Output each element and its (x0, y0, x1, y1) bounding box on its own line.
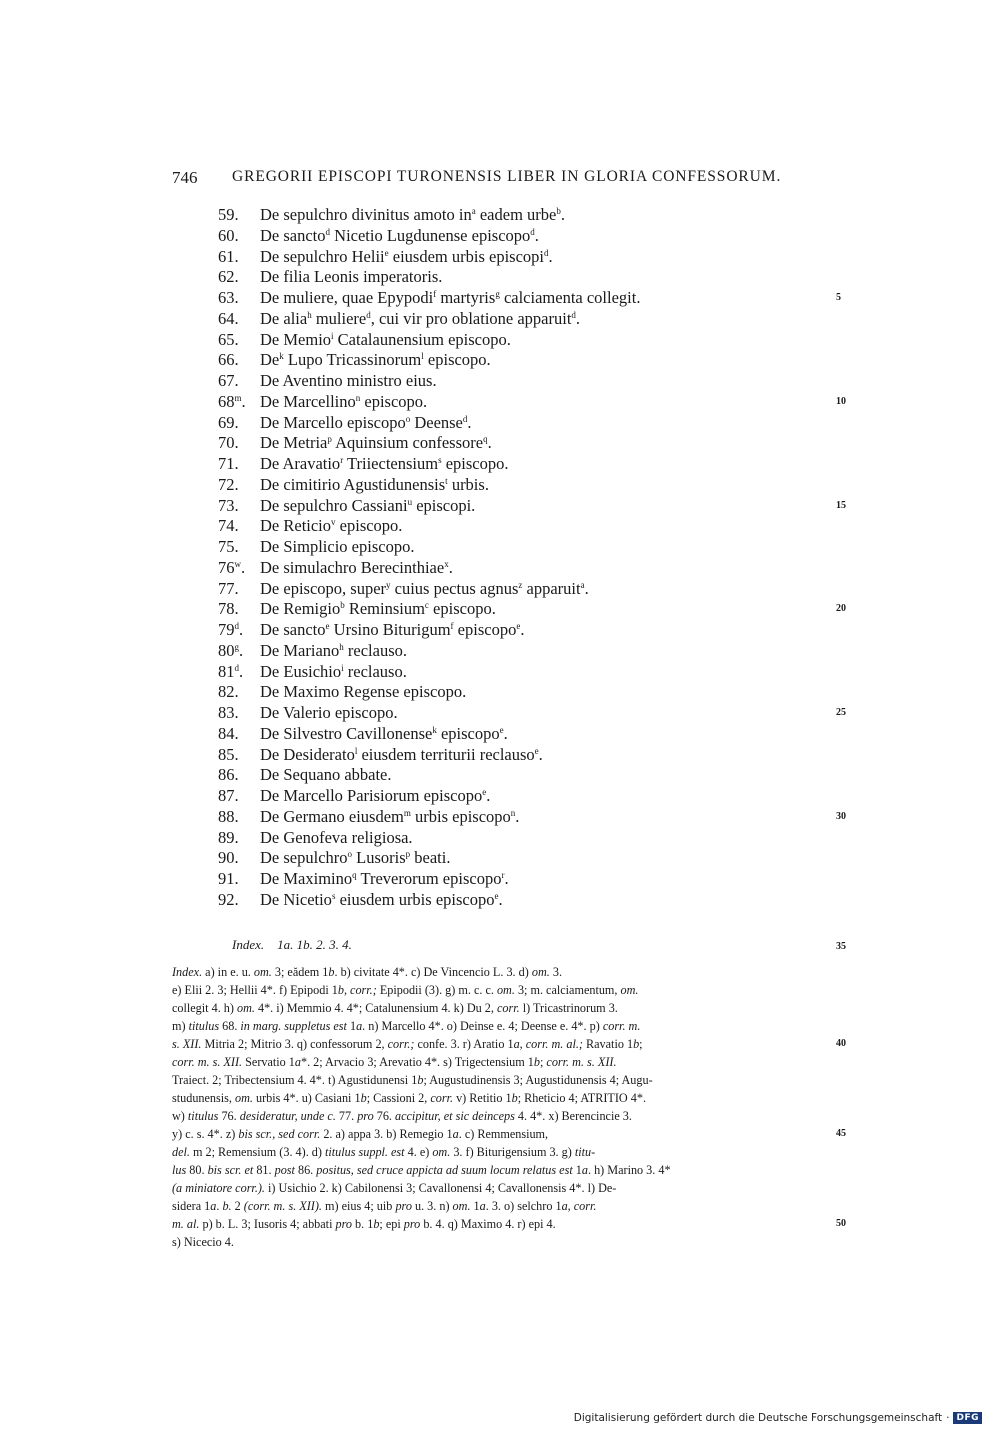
chapter-number: 63. (218, 288, 239, 307)
chapter-number: 84. (218, 723, 239, 743)
footnote-mark: f (450, 621, 454, 631)
dfg-logo: DFG (953, 1412, 982, 1424)
apparatus-line: del. m 2; Remensium (3. 4). d) titulus suppl. est 4. e) om. 3. f) Biturigensium 3. g) titu- (172, 1145, 596, 1159)
apparatus-line: studunensis, om. urbis 4*. u) Casiani 1b; Cassioni 2, corr. v) Retitio 1b; Rheticio 4; ATRITIO 4*. (172, 1091, 646, 1105)
apparatus-line: s. XII. Mitria 2; Mitrio 3. q) confessorum 2, corr.; confe. 3. r) Aratio 1a, corr. m. al.; Ravatio 1b; (172, 1037, 643, 1051)
footnote-mark: u (407, 496, 413, 507)
footnote-mark: e (325, 621, 330, 631)
chapter-number: 78. (218, 599, 239, 619)
footnote-mark: m (403, 807, 411, 818)
chapter-number: 83. (218, 703, 239, 722)
footnote-mark: p (405, 849, 411, 860)
line-marker: 10 (836, 395, 846, 407)
chapter-title: De episcopo, super$^y$ cuius pectus agnus$^z$ apparuit$^a$. (260, 578, 589, 598)
chapter-title: De Marcello Parisiorum episcopo$^e$. (260, 786, 491, 805)
chapter-number: 72. (218, 474, 239, 494)
chapter-title: De alia$^h$ muliere$^d$, cui vir pro oblatione apparuit$^d$. (260, 308, 581, 328)
apparatus-line: Traiect. 2; Tribectensium 4. 4*. t) Agustidunensi 1b; Augustudinensis 3; Augustidunensis 4; Augu- (172, 1073, 653, 1087)
page-number: 746 (172, 168, 198, 187)
index-sigla: 1a. 1b. 2. 3. 4. (277, 937, 352, 952)
footnote-mark: n (355, 392, 361, 403)
chapter-title: De Reticio$^v$ episcopo. (260, 516, 403, 536)
chapter-title: De Marcellino$^n$ episcopo. (260, 391, 428, 411)
apparatus-line: Index. a) in e. u. om. 3; eădem 1b. b) civitate 4*. c) De Vincencio L. 3. d) om. 3. (172, 965, 562, 979)
digitization-credit: Digitalisierung gefördert durch die Deutsche Forschungsgemeinschaft · DFG (574, 1412, 982, 1424)
chapter-number: 92. (218, 889, 239, 909)
footnote-mark: c (424, 600, 429, 611)
line-marker: 50 (836, 1218, 846, 1229)
chapter-number: 70. (218, 433, 239, 453)
footnote-mark: r (340, 455, 344, 465)
apparatus-line: corr. m. s. XII. Servatio 1a*. 2; Arvacio 3; Arevatio 4*. s) Trigectensium 1b; corr. m. s. XII. (172, 1055, 617, 1069)
chapter-number: 68$^m$. (218, 391, 246, 411)
chapter-title: De$^k$ Lupo Tricassinorum$^l$ episcopo. (260, 350, 491, 370)
footnote-mark: a (580, 579, 585, 590)
chapter-title: De sancto$^d$ Nicetio Lugdunense episcopo$^d$. (260, 225, 539, 245)
footnote-mark: e (534, 745, 539, 756)
footnote-mark: d (234, 621, 239, 631)
footnote-mark: n (510, 807, 516, 818)
footnote-mark: d (571, 309, 576, 320)
apparatus-line: e) Elii 2. 3; Hellii 4*. f) Epipodi 1b, corr.; Epipodii (3). g) m. c. c. om. 3; m. calciamentum, om. (172, 983, 639, 997)
footnote-mark: x (444, 558, 449, 569)
running-title: GREGORII EPISCOPI TURONENSIS LIBER IN GLORIA CONFESSORUM. (232, 168, 782, 185)
chapter-number: 69. (218, 412, 239, 432)
footnote-mark: q (483, 434, 488, 445)
chapter-number: 79$^d$. (218, 620, 244, 639)
chapter-number: 61. (218, 246, 239, 266)
chapter-title: De muliere, quae Epypodi$^f$ martyris$^g$ calciamenta collegit. (260, 288, 641, 307)
line-marker: 25 (836, 707, 846, 718)
chapter-number: 67. (218, 371, 239, 390)
apparatus-line: (a miniatore corr.). i) Usichio 2. k) Cabilonensi 3; Cavallonensi 4; Cavallonensis 4*. l) De- (172, 1181, 617, 1195)
apparatus-line: y) c. s. 4*. z) bis scr., sed corr. 2. a) appa 3. b) Remegio 1a. c) Remmensium, (172, 1127, 549, 1141)
footnote-mark: b (556, 206, 561, 216)
chapter-number: 81$^d$. (218, 661, 244, 681)
chapter-number: 82. (218, 682, 239, 702)
footnote-mark: i (331, 330, 334, 341)
footnote-mark: e (516, 621, 521, 631)
footnote-mark: e (494, 890, 499, 901)
footnote-mark: d (544, 247, 549, 258)
footnote-mark: a (471, 206, 476, 216)
chapter-title: De Genofeva religiosa. (260, 827, 413, 847)
index-label: Index. (232, 937, 265, 952)
footnote-mark: l (421, 351, 424, 362)
chapter-title: De Silvestro Cavillonense$^k$ episcopo$^e$. (260, 723, 508, 743)
footnote-mark: g (234, 641, 239, 652)
footnote-mark: d (462, 413, 468, 424)
chapter-number: 85. (218, 744, 239, 764)
footnote-mark: e (482, 787, 487, 797)
chapter-title: De sepulchro Cassiani$^u$ episcopi. (260, 495, 476, 515)
chapter-title: De cimitirio Agustidunensis$^t$ urbis. (260, 474, 489, 494)
footnote-mark: f (433, 289, 437, 299)
chapter-title: De Memio$^i$ Catalaunensium episcopo. (260, 329, 511, 349)
apparatus-line: m. al. p) b. L. 3; Iusoris 4; abbati pro b. 1b; epi pro b. 4. q) Maximo 4. r) epi 4. (172, 1217, 556, 1231)
footnote-mark: l (354, 745, 358, 756)
chapter-number: 74. (218, 516, 239, 536)
footnote-mark: r (501, 870, 505, 880)
chapter-number: 71. (218, 454, 239, 473)
footnote-mark: i (341, 662, 344, 673)
chapter-title: De Remigio$^b$ Reminsium$^c$ episcopo. (260, 599, 496, 619)
chapter-title: De Desiderato$^l$ eiusdem territurii reclauso$^e$. (260, 744, 543, 764)
credit-text: Digitalisierung gefördert durch die Deutsche Forschungsgemeinschaft (573, 1412, 943, 1424)
line-marker: 40 (836, 1038, 846, 1049)
chapter-number: 88. (218, 806, 239, 826)
footnote-mark: p (327, 434, 332, 445)
chapter-title: De Valerio episcopo. (260, 703, 398, 722)
chapter-number: 87. (218, 786, 239, 805)
chapter-number: 76$^w$. (218, 557, 246, 577)
chapter-number: 89. (218, 827, 239, 847)
chapter-title: De Aventino ministro eius. (260, 371, 437, 390)
apparatus-line: lus 80. bis scr. et 81. post 86. positus, sed cruce appicta ad suum locum relatus est 1a. h) Marino 3. 4* (172, 1163, 671, 1177)
footnote-mark: w (234, 558, 241, 569)
footnote-mark: o (405, 413, 411, 424)
chapter-title: De sancto$^e$ Ursino Biturigum$^f$ episcopo$^e$. (260, 620, 525, 639)
chapter-title: De sepulchro$^o$ Lusoris$^p$ beati. (260, 848, 451, 868)
footnote-mark: d (366, 309, 371, 320)
apparatus-line: m) titulus 68. in marg. suppletus est 1a. n) Marcello 4*. o) Deinse e. 4; Deense e. 4*. p) corr. m. (172, 1019, 641, 1033)
footnote-mark: o (347, 849, 353, 860)
footnote-mark: k (279, 351, 284, 362)
chapter-title: De Aravatio$^r$ Triiectensium$^s$ episcopo. (260, 454, 509, 473)
chapter-number: 65. (218, 329, 239, 349)
apparatus-line: sidera 1a. b. 2 (corr. m. s. XII). m) eius 4; uib pro u. 3. n) om. 1a. 3. o) selchro 1a, corr. (172, 1199, 597, 1213)
chapter-number: 59. (218, 205, 239, 224)
footnote-mark: y (386, 579, 391, 590)
apparatus-line: s) Nicecio 4. (172, 1235, 234, 1249)
line-marker: 30 (836, 810, 846, 822)
chapter-number: 60. (218, 225, 239, 245)
footnote-mark: s (438, 455, 442, 465)
line-marker: 35 (836, 941, 846, 952)
chapter-number: 90. (218, 848, 239, 868)
footnote-mark: d (234, 662, 239, 673)
chapter-number: 62. (218, 267, 239, 287)
footnote-mark: s (331, 890, 336, 901)
footnote-mark: k (432, 724, 437, 735)
chapter-title: De Maximino$^q$ Treverorum episcopo$^r$. (260, 869, 509, 888)
line-marker: 20 (836, 603, 846, 615)
chapter-title: De Germano eiusdem$^m$ urbis episcopo$^n$. (260, 806, 520, 826)
chapter-title: De Metria$^p$ Aquinsium confessore$^q$. (260, 433, 492, 453)
footnote-mark: d (530, 226, 535, 237)
chapter-number: 91. (218, 869, 239, 888)
footnote-mark: g (495, 289, 500, 299)
chapter-title: De simulachro Berecinthiae$^x$. (260, 557, 453, 577)
footnote-mark: z (518, 579, 523, 590)
footnote-mark: d (325, 226, 331, 237)
footnote-mark: v (331, 517, 336, 528)
line-marker: 45 (836, 1128, 846, 1139)
chapter-number: 64. (218, 308, 239, 328)
footnote-mark: b (340, 600, 345, 611)
footnote-mark: h (339, 641, 344, 652)
chapter-title: De Mariano$^h$ reclauso. (260, 640, 407, 660)
chapter-number: 75. (218, 537, 239, 556)
chapter-number: 77. (218, 578, 239, 598)
footnote-mark: q (352, 870, 357, 880)
chapter-title: De Sequano abbate. (260, 765, 392, 785)
line-marker: 15 (836, 499, 846, 511)
critical-apparatus (172, 963, 830, 1251)
chapter-title: De Marcello episcopo$^o$ Deense$^d$. (260, 412, 472, 432)
apparatus-line: collegit 4. h) om. 4*. i) Memmio 4. 4*; Catalunensium 4. k) Du 2, corr. l) Tricastrinorum 3. (172, 1001, 618, 1015)
footnote-mark: m (234, 392, 242, 403)
footnote-mark: h (307, 309, 312, 320)
chapter-title: De Eusichio$^i$ reclauso. (260, 661, 407, 681)
chapter-number: 86. (218, 765, 239, 785)
chapter-title: De Simplicio episcopo. (260, 537, 415, 556)
chapter-title: De sepulchro divinitus amoto $in^a$ eadem urbe$^b$. (260, 205, 565, 224)
chapter-title: De filia Leonis imperatoris. (260, 267, 443, 287)
chapter-number: 66. (218, 350, 239, 370)
chapter-title: De sepulchro Helii$^e$ eiusdem urbis episcopi$^d$. (260, 246, 553, 266)
chapter-title: De Maximo Regense episcopo. (260, 682, 467, 702)
apparatus-line: w) titulus 76. desideratur, unde c. 77. pro 76. accipitur, et sic deinceps 4. 4*. x) Berencincie 3. (172, 1109, 632, 1123)
footnote-mark: t (445, 475, 448, 486)
footnote-mark: e (499, 724, 504, 735)
chapter-number: 73. (218, 495, 239, 515)
chapter-number: 80$^g$. (218, 640, 244, 660)
chapter-title: De Nicetio$^s$ eiusdem urbis episcopo$^e$. (260, 889, 503, 909)
line-marker: 5 (836, 292, 841, 303)
footnote-mark: e (384, 247, 389, 258)
